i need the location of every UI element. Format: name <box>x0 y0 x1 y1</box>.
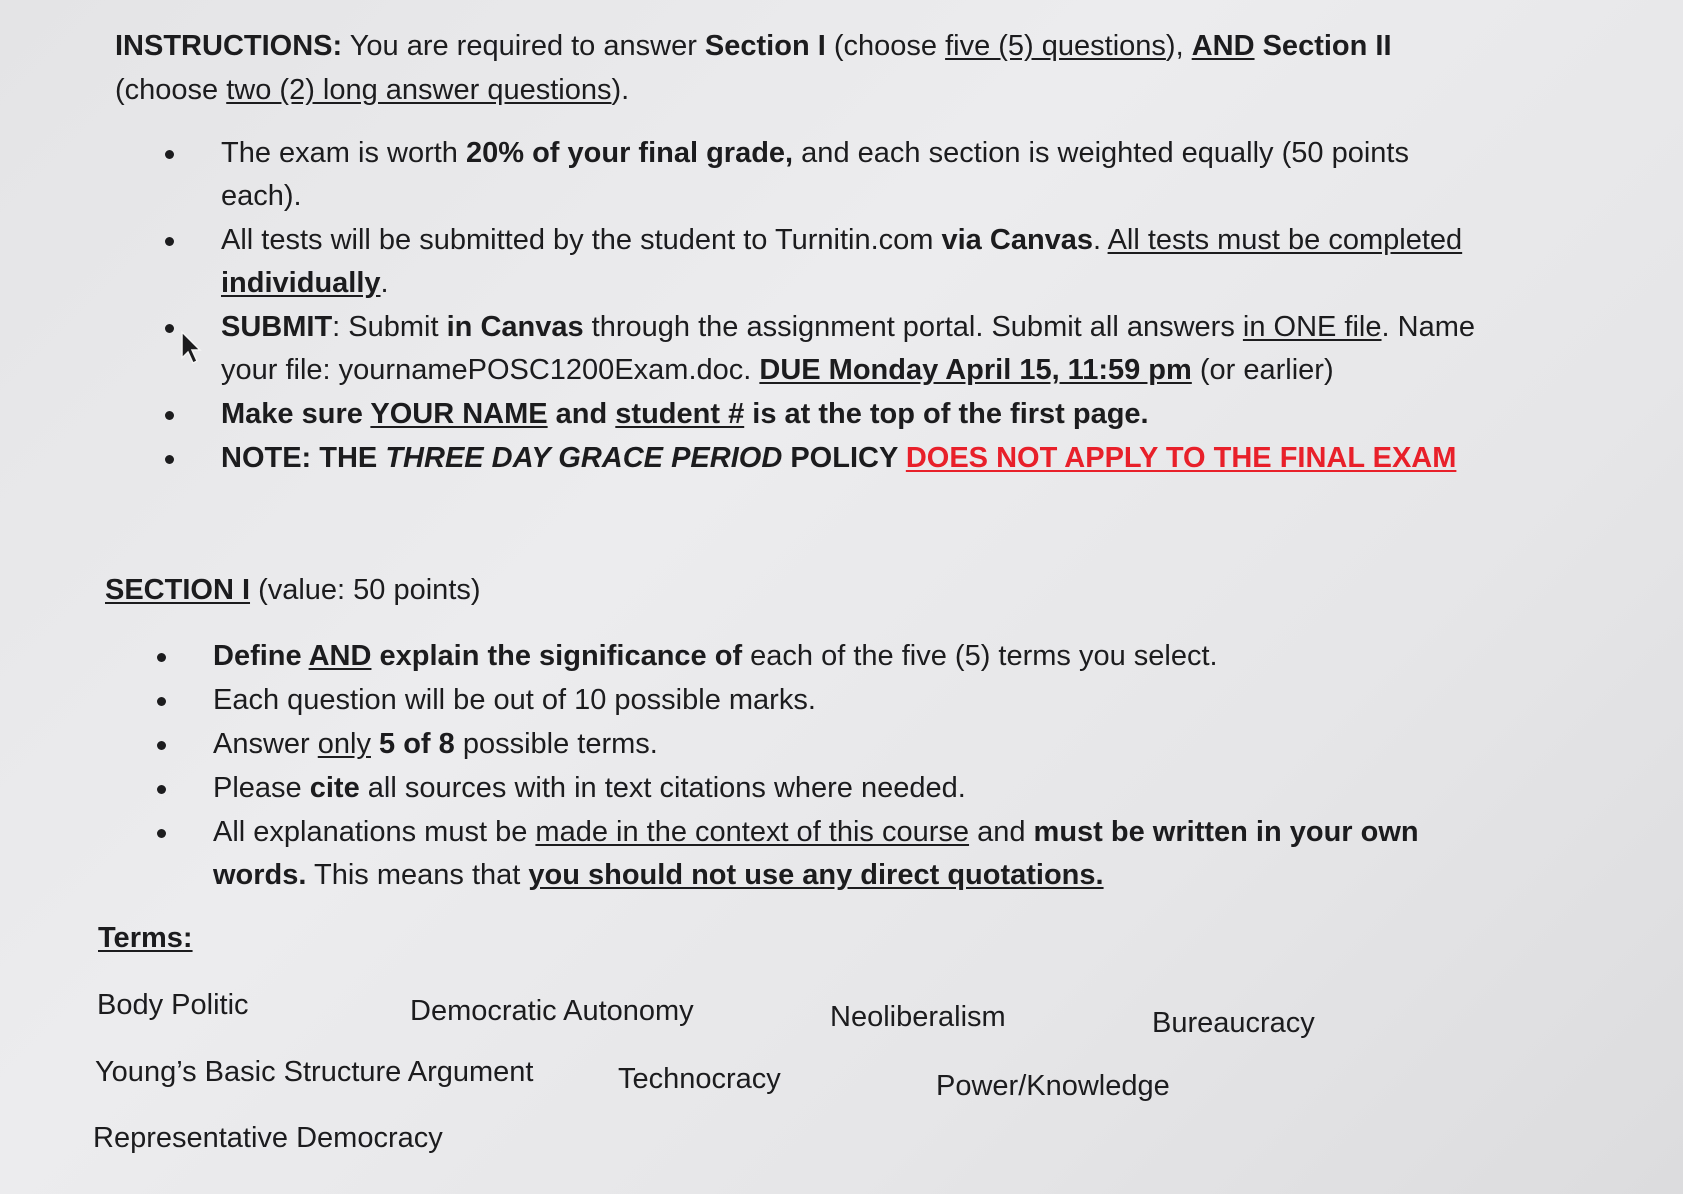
term-item: Power/Knowledge <box>936 1070 1170 1102</box>
terms-heading: Terms: <box>98 922 193 954</box>
instructions-text <box>1255 30 1263 62</box>
bullet-define: Define AND explain the significance of each of the five (5) terms you select. <box>157 635 1457 678</box>
instructions-text: You are required to answer <box>342 30 705 62</box>
section-two-ref: Section II <box>1262 30 1392 62</box>
section-one-ref: Section I <box>704 30 826 62</box>
instructions-text: ). <box>611 74 630 106</box>
due-date: DUE Monday April 15, 11:59 pm <box>759 354 1192 386</box>
bullet-marks: Each question will be out of 10 possible marks. <box>157 679 1457 722</box>
five-questions-ref: five (5) questions <box>945 30 1166 62</box>
instructions-text: (choose <box>115 74 227 106</box>
term-item: Democratic Autonomy <box>410 995 694 1027</box>
two-questions-ref: two (2) long answer questions <box>226 74 612 106</box>
bullet-exam-weight: The exam is worth 20% of your final grade, and each section is weighted equally (50 points each). <box>165 132 1495 218</box>
bullet-turnitin: All tests will be submitted by the student to Turnitin.com via Canvas. All tests must be completed individually. <box>165 219 1495 305</box>
bullet-submit: SUBMIT: Submit in Canvas through the assignment portal. Submit all answers in ONE file. Name your file: yournamePOSC1200Exam.doc. DUE Monday April 15, 11:59 pm (or earlier) <box>165 306 1495 392</box>
grace-warning: DOES NOT APPLY TO THE FINAL EXAM <box>905 442 1457 474</box>
section-one-value: (value: 50 points) <box>250 574 481 606</box>
mouse-pointer-icon <box>180 330 206 366</box>
term-item: Young’s Basic Structure Argument <box>95 1056 534 1088</box>
bullet-grace-note: NOTE: THE THREE DAY GRACE PERIOD POLICY DOES NOT APPLY TO THE FINAL EXAM <box>165 437 1495 480</box>
instructions-paragraph <box>115 24 1495 112</box>
bullet-cite: Please cite all sources with in text citations where needed. <box>157 767 1457 810</box>
instructions-lead: INSTRUCTIONS: <box>115 30 343 62</box>
term-item: Bureaucracy <box>1152 1007 1315 1039</box>
instruction-bullets <box>165 132 1495 481</box>
term-item: Body Politic <box>97 989 249 1021</box>
bullet-own-words: All explanations must be made in the context of this course and must be written in your own words. This means that you should not use any direct quotations. <box>157 811 1457 897</box>
section-one-heading <box>105 568 481 612</box>
term-item: Technocracy <box>618 1063 781 1095</box>
and-emphasis: AND <box>1191 30 1255 62</box>
bullet-name-id: Make sure YOUR NAME and student # is at the top of the first page. <box>165 393 1495 436</box>
term-item: Representative Democracy <box>93 1122 443 1154</box>
section-one-bullets <box>157 635 1457 898</box>
instructions-text: ), <box>1165 30 1192 62</box>
section-one-title: SECTION I <box>105 574 251 606</box>
bullet-answer-count: Answer only 5 of 8 possible terms. <box>157 723 1457 766</box>
instructions-text: (choose <box>825 30 946 62</box>
term-item: Neoliberalism <box>830 1001 1006 1033</box>
